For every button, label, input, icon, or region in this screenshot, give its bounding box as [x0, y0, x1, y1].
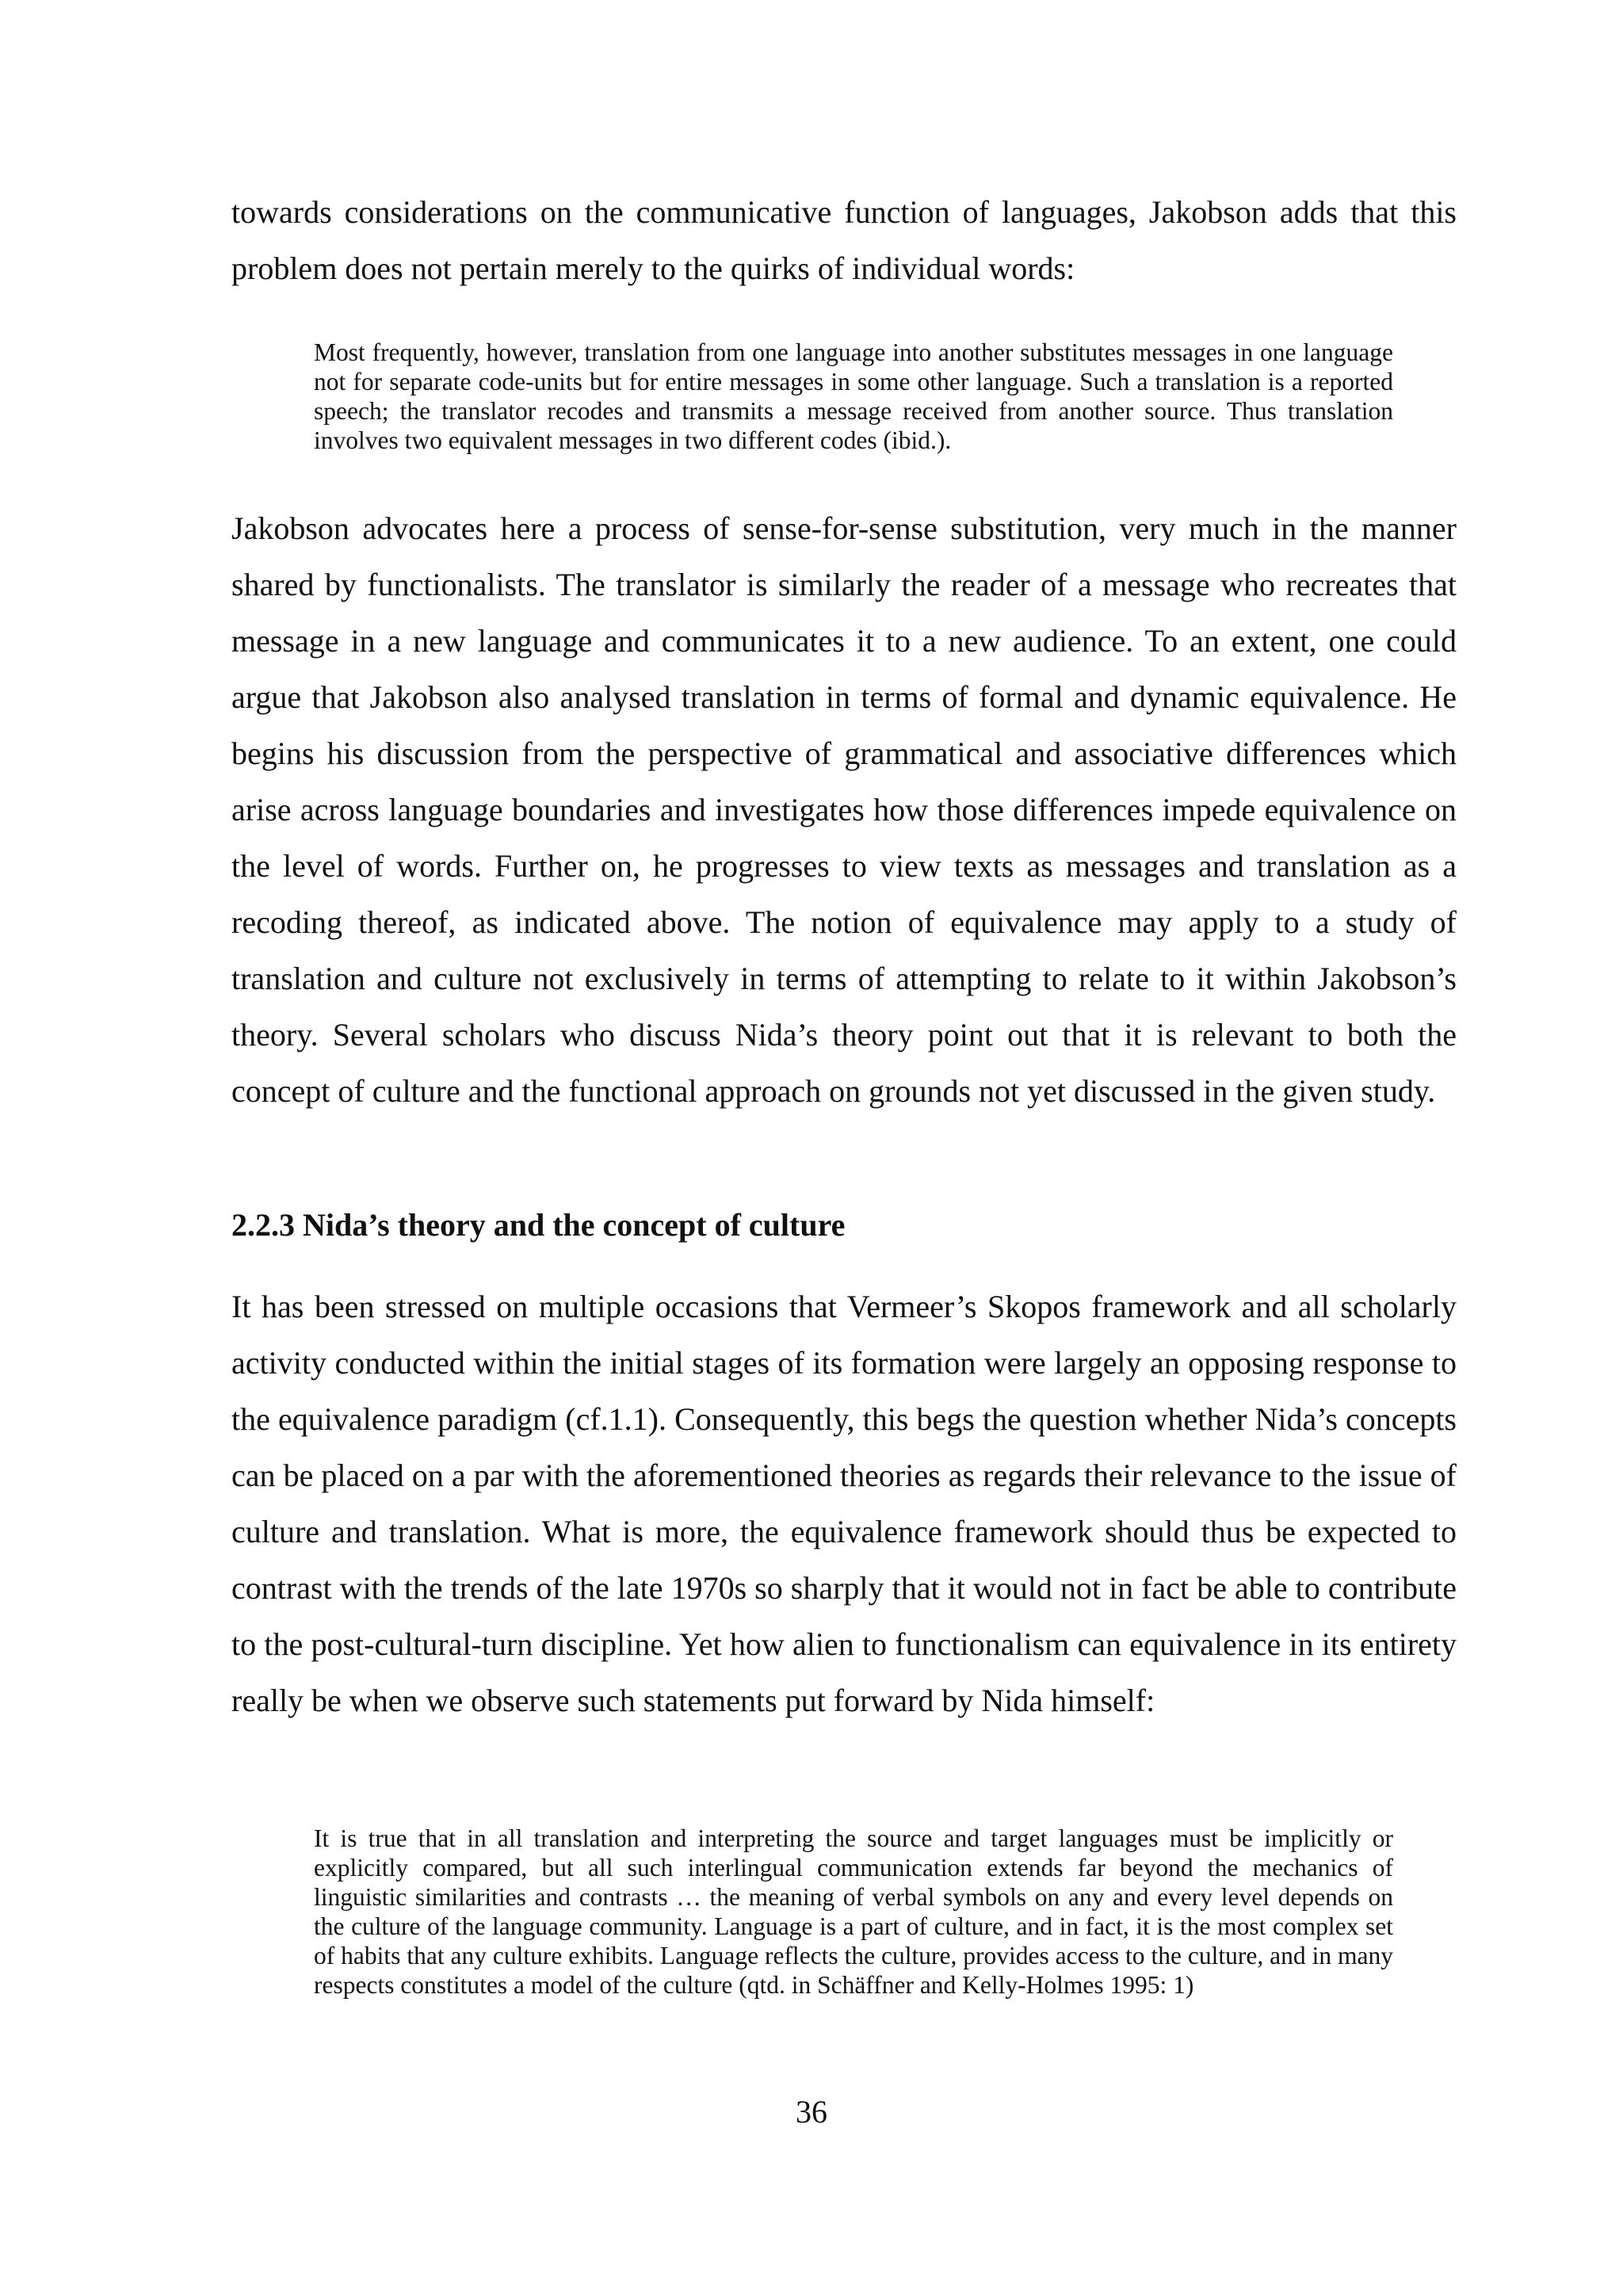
paragraph-jakobson-analysis: Jakobson advocates here a process of sense-for-sense substitution, very much in the manner shared by functionalists. The translator is similarly the reader of a message who recreates that message in a new language and communicates it to a new audience. To an extent, one could argue that Jakobson also analysed translation in terms of formal and dynamic equivalence. He begins his discussion from the perspective of grammatical and associative differences which arise across language boundaries and investigates how those differences impede equivalence on the level of words. Further on, he progresses to view texts as messages and translation as a recoding thereof, as indicated above. The notion of equivalence may apply to a study of translation and culture not exclusively in terms of attempting to relate to it within Jakobson’s theory. Several scholars who discuss Nida’s theory point out that it is relevant to both the concept of culture and the functional approach on grounds not yet discussed in the given study.: [231, 510, 1457, 1109]
paragraph-nida-theory: It has been stressed on multiple occasions that Vermeer’s Skopos framework and all scholarly activity conducted within the initial stages of its formation were largely an opposing response to the equivalence paradigm (cf.1.1). Consequently, this begs the question whether Nida’s concepts can be placed on a par with the aforementioned theories as regards their relevance to the issue of culture and translation. What is more, the equivalence framework should thus be expected to contrast with the trends of the late 1970s so sharply that it would not in fact be able to contribute to the post-cultural-turn discipline. Yet how alien to functionalism can equivalence in its entirety really be when we observe such statements put forward by Nida himself:: [231, 1289, 1457, 1718]
paragraph-continuation: towards considerations on the communicative function of languages, Jakobson adds that this problem does not pertain merely to the quirks of individual words:: [231, 194, 1457, 286]
page-number: 36: [796, 2094, 827, 2130]
block-quote-jakobson: Most frequently, however, translation from one language into another substitutes messages in one language not for separate code-units but for entire messages in some other language. Such a translation is a reported speech; the translator recodes and transmits a message received from another source. Thus translation involves two equivalent messages in two different codes (ibid.).: [314, 338, 1393, 454]
section-heading: 2.2.3 Nida’s theory and the concept of culture: [231, 1207, 846, 1243]
block-quote-nida: It is true that in all translation and interpreting the source and target languages must be implicitly or explicitly compared, but all such interlingual communication extends far beyond the mechanics of linguistic similarities and contrasts … the meaning of verbal symbols on any and every level depends on the culture of the language community. Language is a part of culture, and in fact, it is the most complex set of habits that any culture exhibits. Language reflects the culture, provides access to the culture, and in many respects constitutes a model of the culture (qtd. in Schäffner and Kelly-Holmes 1995: 1): [314, 1824, 1393, 1999]
